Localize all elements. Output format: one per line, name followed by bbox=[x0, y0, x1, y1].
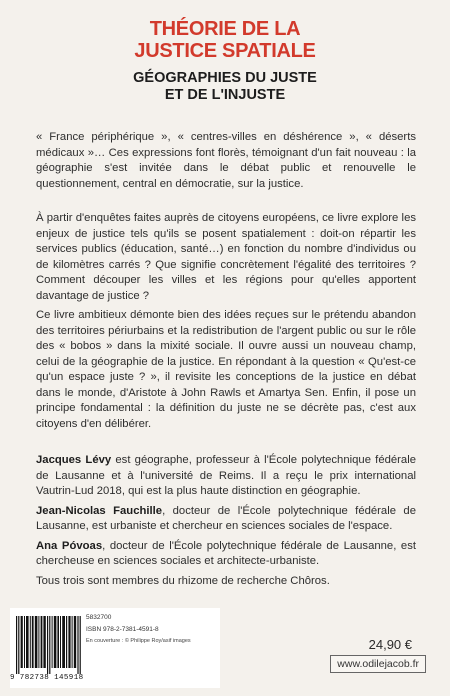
author-name: Jean-Nicolas Fauchille bbox=[36, 504, 163, 517]
barcode-icon bbox=[16, 616, 82, 674]
author-bio bbox=[36, 539, 416, 570]
barcode-area bbox=[10, 608, 220, 688]
product-code: 5832700 bbox=[86, 614, 112, 621]
title-block bbox=[0, 18, 450, 104]
blurb-paragraph-2: À partir d'enquêtes faites auprès de citoyens européens, ce livre explore les enjeux de justice tels qu'ils se posent spatialement : doit-on répartir les services publics (éducation, santé…) en fonction du nombre d'individus ou de kilomètres carrés ? Que signifie concrètement l'égalité des territoires ? Comment découper les villes et les régions pour qu'elles apportent davantage de justice ? bbox=[36, 212, 416, 302]
subtitle-line-1: GÉOGRAPHIES DU JUSTE bbox=[133, 70, 317, 86]
author-bios bbox=[36, 453, 416, 574]
author-bio-text: , docteur de l'École polytechnique fédérale de Lausanne, est chercheuse en sciences sociales et architecte-urbaniste. bbox=[36, 539, 416, 567]
price: 24,90 € bbox=[368, 637, 412, 652]
publisher-url: www.odilejacob.fr bbox=[330, 655, 426, 673]
blurb-paragraph-1: « France périphérique », « centres-villes en déshérence », « déserts médicaux »… Ces expressions font florès, témoignant d'un fait nouveau : la géographie s'est invitée dans le débat public et renouvelle le questionnement, central en démocratie, sur la justice. bbox=[36, 131, 416, 190]
book-title-line-1: THÉORIE DE LA bbox=[149, 18, 301, 40]
author-bio-text: , docteur de l'École polytechnique fédérale de Lausanne, est urbaniste et chercheur en sciences sociales de l'espace. bbox=[36, 504, 416, 532]
isbn: ISBN 978-2-7381-4591-8 bbox=[86, 626, 159, 633]
closing-line: Tous trois sont membres du rhizome de recherche Chôros. bbox=[36, 575, 330, 587]
subtitle-line-2: ET DE L'INJUSTE bbox=[164, 87, 286, 103]
barcode-number: 9 782738 145918 bbox=[10, 674, 84, 682]
author-name: Jacques Lévy bbox=[36, 454, 112, 466]
book-title-line-2: JUSTICE SPATIALE bbox=[134, 40, 316, 62]
author-name: Ana Póvoas bbox=[36, 539, 103, 552]
author-bio bbox=[36, 504, 416, 535]
author-bio bbox=[36, 453, 416, 500]
blurb-paragraph-3: Ce livre ambitieux démonte bien des idées reçues sur le prétendu abandon des territoires périurbains et la redistribution de l'argent public ou sur le rôle des « bobos » dans la mixité sociale. Il ouvre aussi un nouveau champ, celui de la géographie de la justice. En répondant à la question « Qu'est-ce qu'un espace juste ? », il revisite les conceptions de la justice en débat dans le monde, d'Aristote à John Rawls et Amartya Sen. Enfin, il pose un principe fondamental : la définition du juste ne se décrète pas, c'est aux citoyens d'en délibérer. bbox=[36, 309, 416, 430]
cover-credit: En couverture : © Philippe Roy/asif images bbox=[86, 638, 191, 644]
author-bio-text: est géographe, professeur à l'École polytechnique fédérale de Lausanne et à l'université de Reims. Il a reçu le prix international Vautrin-Lud 2018, qui est la plus haute distinction en géographie. bbox=[36, 454, 417, 497]
